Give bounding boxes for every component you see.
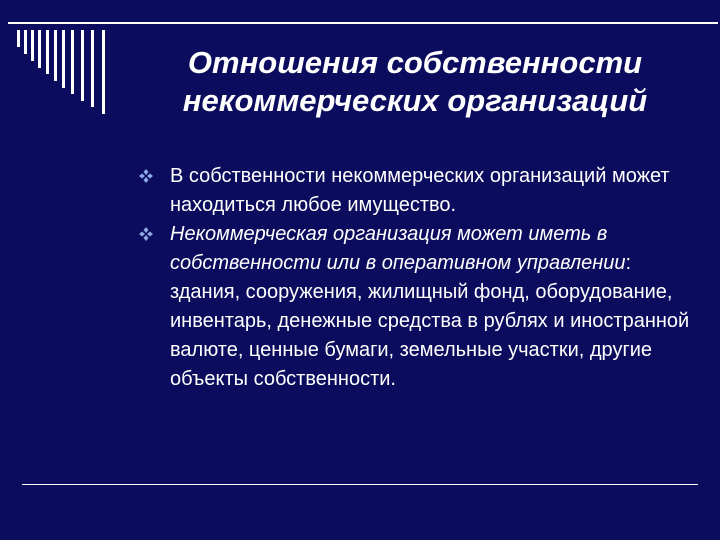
bullet-text-2-italic: Некоммерческая организация может иметь в собственности или в оперативном управлении [170, 223, 626, 274]
top-divider [8, 22, 718, 24]
bullet-item-2 [138, 220, 698, 394]
decorative-vertical-bars [0, 0, 130, 120]
bottom-divider [22, 484, 698, 485]
diamond-quad-bullet-icon [138, 168, 154, 184]
bullet-list [138, 162, 698, 394]
slide-title [120, 44, 710, 120]
bullet-text-1: В собственности некоммерческих организаций может находиться любое имущество. [170, 165, 670, 216]
title-line-2: некоммерческих организаций [182, 83, 648, 118]
title-line-1: Отношения собственности [187, 45, 643, 80]
bullet-text-2: : здания, сооружения, жилищный фонд, оборудование, инвентарь, денежные средства в рублях и иностранной валюте, ценные бумаги, земельные участки, другие объекты собственности. [170, 252, 690, 390]
bullet-item-1 [138, 162, 698, 220]
diamond-quad-bullet-icon [138, 226, 154, 242]
